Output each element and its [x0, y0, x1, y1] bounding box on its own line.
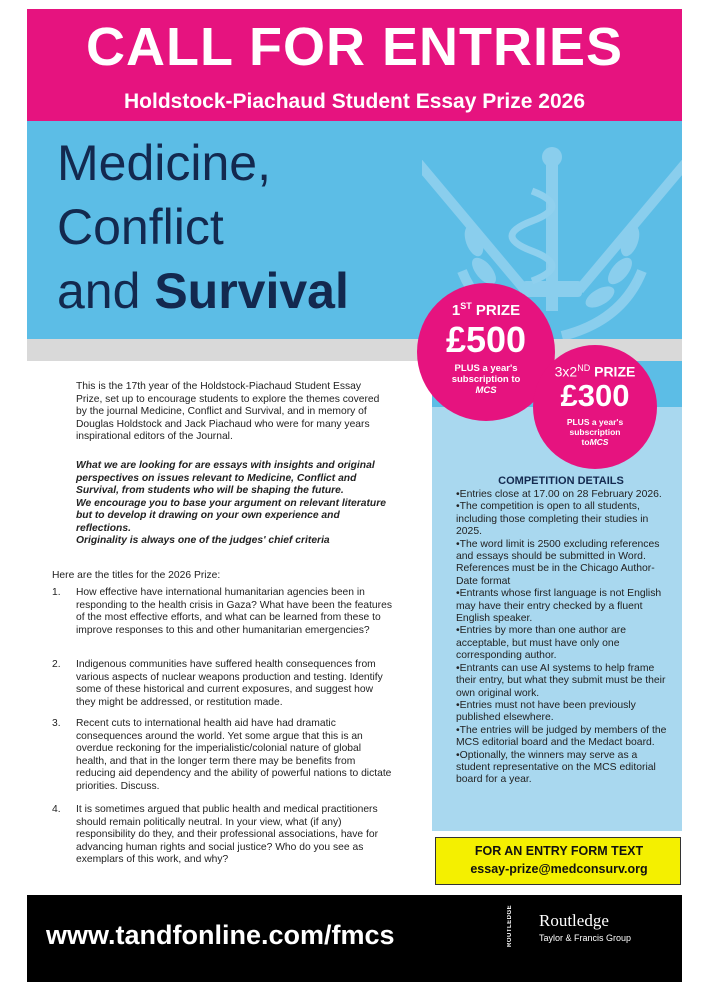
first-prize-amount: £500	[445, 319, 527, 360]
looking-for-paragraph	[76, 460, 388, 548]
details-item: •The competition is open to all students, including those completing their studies in 2025.	[456, 501, 649, 538]
titles-heading: Here are the titles for the 2026 Prize:	[52, 570, 221, 581]
hero-line-3-a: and	[57, 263, 155, 319]
looking-text-3: Originality is always one of the judges' chief criteria	[76, 535, 330, 546]
details-item: •The word limit is 2500 excluding references and essays should be submitted in Word.	[456, 538, 660, 563]
details-item: •Entrants whose first language is not English may have their entry checked by a fluent English speaker.	[456, 588, 662, 625]
details-item: •Entries close at 17.00 on 28 February 2026.	[456, 489, 662, 500]
essay-title-text: It is sometimes argued that public health and medical practitioners should remain politically neutral. In your view, what (if any) responsibility do they, and their professional associations, have for advancing human rights and social justice? Who do you see as exemplars of this work, and why?	[76, 804, 379, 866]
details-item: References must be in the Chicago Author-Date format	[456, 563, 655, 587]
routledge-logo	[505, 904, 665, 957]
routledge-logo-name: Routledge	[539, 911, 609, 930]
essay-title-item	[52, 718, 397, 794]
first-prize-subscription: PLUS a year's subscription to MCS	[451, 363, 521, 396]
essay-title-item	[52, 587, 397, 647]
essay-title-number: 3.	[52, 718, 61, 729]
routledge-logo-subtitle: Taylor & Francis Group	[539, 933, 632, 943]
hero-line-2: Conflict	[57, 199, 224, 255]
intro-text: This is the 17th year of the Holdstock-Piachaud Student Essay Prize, set up to encourage students to explore the themes covered by the journal Medicine, Conflict and Survival, and in memory of Douglas Holdstock and Jack Piachaud who were for many years inspirational editors of the Journal.	[76, 381, 380, 442]
hero-banner	[27, 121, 682, 339]
intro-paragraph	[76, 381, 386, 444]
second-prize-badge	[533, 345, 657, 469]
entry-heading: FOR AN ENTRY FORM TEXT	[474, 844, 644, 858]
details-item: •Entries must not have been previously published elsewhere.	[456, 699, 636, 724]
looking-text-1: What we are looking for are essays with insights and original perspectives on issues relevant to Medicine, Conflict and Survival, from students who will be shaping the future.	[76, 460, 375, 496]
first-prize-label: 1ST PRIZE	[451, 301, 521, 319]
second-prize-subscription: PLUS a year's subscription toMCS	[566, 417, 624, 447]
essay-title-number: 1.	[52, 587, 61, 598]
looking-text-2: We encourage you to base your argument on relevant literature but to develop it drawing on your own experience and reflections.	[76, 497, 386, 534]
essay-title-text: Indigenous communities have suffered health consequences from various aspects of nuclear weapons production and testing. Identify some of these historical and current exposures, and suggest how they might be addressed, or restitution made.	[76, 659, 383, 708]
entry-email-link[interactable]: essay-prize@medconsurv.org	[470, 862, 648, 876]
essay-title-item	[52, 804, 397, 868]
details-list	[456, 489, 669, 787]
essay-title-number: 4.	[52, 804, 61, 815]
details-item: •Entries by more than one author are acceptable, but must have only one corresponding author.	[456, 625, 626, 662]
hero-title	[57, 131, 349, 323]
details-item: •The entries will be judged by members of the MCS editorial board and the Medact board.	[456, 724, 667, 749]
hero-line-1: Medicine,	[57, 135, 271, 191]
hero-line-3	[57, 259, 349, 323]
header-banner	[27, 9, 682, 121]
essay-title-item	[52, 659, 397, 709]
details-item: •Entrants can use AI systems to help frame their entry, but what they submit must be their own original work.	[456, 662, 666, 699]
details-heading: COMPETITION DETAILS	[498, 475, 624, 487]
essay-title-number: 2.	[52, 659, 61, 670]
page-title: CALL FOR ENTRIES	[85, 17, 623, 77]
essay-title-text: Recent cuts to international health aid have had dramatic consequences around the world. Yet some argue that this is an overdue reckoning for the imperialistic/colonial nature of global health, and that in the longer term there may be benefits from reducing aid dependency and the ability of powerful nations to dictate priorities. Discuss.	[76, 718, 392, 792]
page-subtitle: Holdstock-Piachaud Student Essay Prize 2026	[124, 90, 585, 113]
hero-line-3-b: Survival	[154, 263, 349, 319]
second-prize-amount: £300	[560, 378, 630, 413]
footer-bar	[27, 895, 682, 982]
routledge-logo-mark: ROUTLEDGE	[507, 904, 513, 947]
essay-title-text: How effective have international humanitarian agencies been in responding to the health crisis in Gaza? What have been the features of the most effective efforts, and what can be learned from these to improve responses to this and other humanitarian emergencies?	[76, 587, 392, 636]
entry-box	[435, 837, 681, 885]
footer-url-link[interactable]: www.tandfonline.com/fmcs	[46, 920, 395, 950]
details-item: •Optionally, the winners may serve as a student representative on the MCS editorial board for a year.	[456, 749, 656, 786]
second-prize-label: 3x2ND PRIZE	[554, 363, 636, 380]
